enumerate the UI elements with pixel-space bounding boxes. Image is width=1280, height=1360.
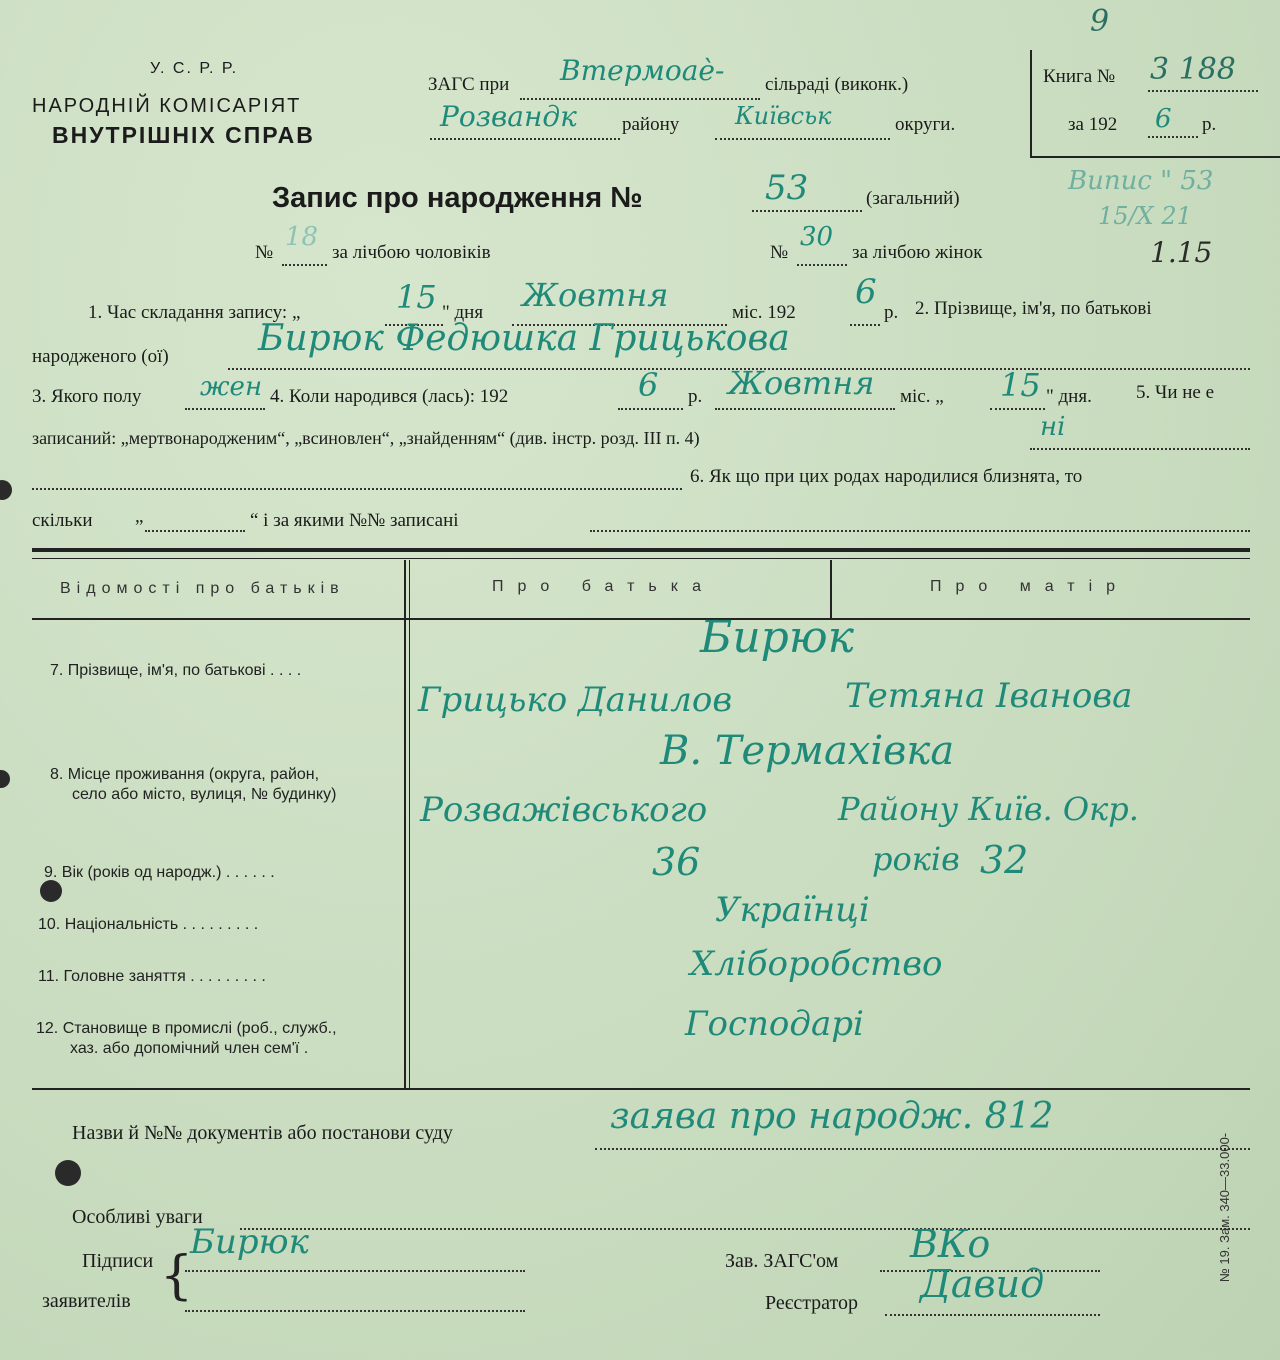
residence-village-handwritten: В. Термахівка: [660, 728, 955, 774]
item5-label: 5. Чи не е: [1136, 382, 1215, 403]
registrar-signature-handwritten: Давид: [920, 1262, 1045, 1306]
table-header-parents: Відомості про батьків: [60, 580, 345, 597]
table-bottom-rule: [32, 1088, 1250, 1090]
item4-day-line: [990, 408, 1045, 410]
table-row-label: 8. Місце проживання (округа, район,: [50, 766, 320, 783]
binder-hole: [55, 1160, 81, 1186]
item3-sex-line: [185, 408, 265, 410]
recorded-line: [1030, 448, 1250, 450]
item1-day-handwritten: 15: [396, 278, 437, 316]
born-name-handwritten: Бирюк Федюшка Грицькова: [258, 318, 790, 359]
extract-note-line2: 15/X 21: [1098, 202, 1192, 230]
table-col-divider-2: [830, 560, 832, 620]
book-number-line: [1148, 90, 1258, 92]
book-year-prefix: за 192: [1068, 114, 1118, 135]
item4-label: 4. Коли народився (лась): 192: [270, 386, 509, 407]
binder-hole: [0, 480, 12, 500]
table-row-label-cont: село або місто, вулиця, № будинку): [72, 786, 337, 803]
item2-label: 2. Прізвище, ім'я, по батькові: [915, 298, 1152, 319]
okrug-line: [715, 138, 890, 140]
item1-year-suffix: р.: [884, 302, 899, 323]
notes-line: [240, 1228, 1250, 1230]
top-mark: 9: [1090, 4, 1110, 39]
book-year-line: [1148, 136, 1198, 138]
extract-note-line3: 1.15: [1150, 236, 1213, 269]
signatures-label: Підписи: [82, 1250, 154, 1272]
how-many-line: [145, 530, 245, 532]
zags-label: ЗАГС при: [428, 74, 510, 95]
item4-day-handwritten: 15: [1000, 366, 1041, 404]
item4-year-suffix: р.: [688, 386, 703, 407]
table-row-label: 9. Вік (років од народж.) . . . . . .: [44, 864, 275, 881]
residence-mother-handwritten: Району Київ. Окр.: [838, 790, 1139, 828]
signatures-brace: {: [160, 1246, 194, 1306]
documents-line: [595, 1148, 1250, 1150]
residence-father-handwritten: Розважівського: [420, 790, 708, 830]
okrug-handwritten: Київськ: [735, 102, 832, 130]
item4-month-handwritten: Жовтня: [728, 364, 875, 402]
mother-name-handwritten: Тетяна Іванова: [845, 676, 1133, 716]
table-header-mother: Про матір: [930, 578, 1130, 595]
registrar-line: [885, 1314, 1100, 1316]
commissariat-label: НАРОДНІЙ КОМІСАРІЯТ: [32, 95, 302, 117]
item4-month-label: міс. „: [900, 386, 944, 407]
internal-affairs-label: ВНУТРІШНІХ СПРАВ: [52, 122, 315, 148]
item6-label: 6. Як що при цих родах народилися близнята, то: [690, 466, 1083, 487]
table-col-divider-1b: [409, 560, 410, 1088]
binder-hole: [0, 770, 10, 788]
book-number-handwritten: 3 188: [1150, 52, 1236, 87]
which-numbers-line: [590, 530, 1250, 532]
record-number-handwritten: 53: [765, 168, 809, 208]
male-count-line: [282, 264, 327, 266]
council-label: сільраді (виконк.): [765, 74, 909, 95]
item1-month-handwritten: Жовтня: [522, 276, 669, 314]
table-header-father: Про батька: [492, 578, 715, 595]
item4-year-line: [618, 408, 683, 410]
table-row-label: 11. Головне заняття . . . . . . . . .: [38, 968, 266, 985]
item3-sex-handwritten: жен: [200, 372, 263, 402]
item1-year-line: [850, 324, 880, 326]
female-count-label: за лічбою жінок: [852, 242, 983, 263]
female-count-line: [797, 264, 847, 266]
table-top-rule: [32, 548, 1250, 552]
signatures-label-cont: заявителів: [42, 1290, 131, 1312]
zags-village-handwritten: Втермоаѐ-: [560, 54, 725, 87]
female-count-handwritten: 30: [800, 222, 834, 252]
record-number-line: [752, 210, 862, 212]
book-label: Книга №: [1043, 66, 1116, 87]
table-row-label: 10. Національність . . . . . . . . .: [38, 916, 259, 933]
rayon-handwritten: Розвандк: [440, 100, 577, 133]
ussr-label: У. С. Р. Р.: [150, 60, 239, 77]
male-count-no: №: [255, 242, 274, 263]
documents-label: Назви й №№ документів або постанови суду: [72, 1122, 453, 1144]
male-count-handwritten: 18: [285, 222, 319, 252]
male-count-label: за лічбою чоловіків: [332, 242, 491, 263]
parents-surname-handwritten: Бирюк: [700, 612, 854, 663]
table-row-label-cont: хаз. або допомічний член сем'ї .: [70, 1040, 309, 1057]
item3-label: 3. Якого полу: [32, 386, 142, 407]
side-print: № 19. Зам. 340—33.000-: [1217, 1132, 1233, 1283]
age-years-handwritten: років: [872, 840, 960, 878]
occupation-handwritten: Хліборобство: [690, 944, 943, 984]
father-age-handwritten: 36: [652, 840, 701, 884]
how-many-open-quote: „: [135, 506, 144, 527]
rayon-label: району: [622, 114, 680, 135]
item1-day-label: " дня: [442, 302, 484, 323]
born-label: народженого (ої): [32, 346, 169, 367]
item1-month-label: міс. 192: [732, 302, 796, 323]
recorded-line-label: записаний: „мертвонародженим“, „всиновлен“, „знайденням“ (див. інстр. розд. III п. 4): [32, 428, 700, 448]
binder-hole: [40, 880, 62, 902]
item1-label: 1. Час складання запису: „: [88, 302, 301, 323]
table-row-label: 7. Прізвище, ім'я, по батькові . . . .: [50, 662, 302, 679]
item4-day-label: " дня.: [1046, 386, 1092, 407]
book-year-handwritten: 6: [1155, 104, 1172, 134]
female-count-no: №: [770, 242, 789, 263]
notes-label: Особливі уваги: [72, 1206, 203, 1228]
table-header-rule: [32, 618, 1250, 620]
head-label: Зав. ЗАГС'ом: [725, 1250, 839, 1272]
which-numbers-label: “ і за якими №№ записані: [250, 510, 459, 531]
recorded-handwritten: ні: [1040, 412, 1066, 442]
record-general-label: (загальний): [866, 188, 960, 209]
mother-age-handwritten: 32: [980, 838, 1029, 882]
book-year-suffix: р.: [1202, 114, 1217, 135]
position-handwritten: Господарі: [685, 1004, 864, 1044]
record-title: Запис про народження №: [272, 182, 643, 214]
table-col-divider-1: [404, 560, 406, 1088]
okrug-label: округи.: [895, 114, 956, 135]
registrar-label: Реєстратор: [765, 1292, 859, 1314]
item4-year-handwritten: 6: [638, 366, 659, 404]
signature-line-2: [185, 1310, 525, 1312]
signature-line-1: [185, 1270, 525, 1272]
applicant-signature-handwritten: Бирюк: [190, 1222, 309, 1262]
blank-line: [32, 488, 682, 490]
rayon-line: [430, 138, 620, 140]
table-top-rule-thin: [32, 558, 1250, 559]
documents-handwritten: заява про народж. 812: [610, 1096, 1054, 1137]
table-row-label: 12. Становище в промислі (роб., служб.,: [36, 1020, 337, 1037]
item4-month-line: [715, 408, 895, 410]
item1-year-handwritten: 6: [855, 272, 877, 312]
how-many-label: скільки: [32, 510, 93, 531]
father-name-handwritten: Грицько Данилов: [418, 680, 733, 720]
extract-note-line1: Випис " 53: [1068, 166, 1214, 196]
head-signature-handwritten: ВКо: [910, 1222, 991, 1266]
nationality-handwritten: Українці: [715, 890, 870, 930]
